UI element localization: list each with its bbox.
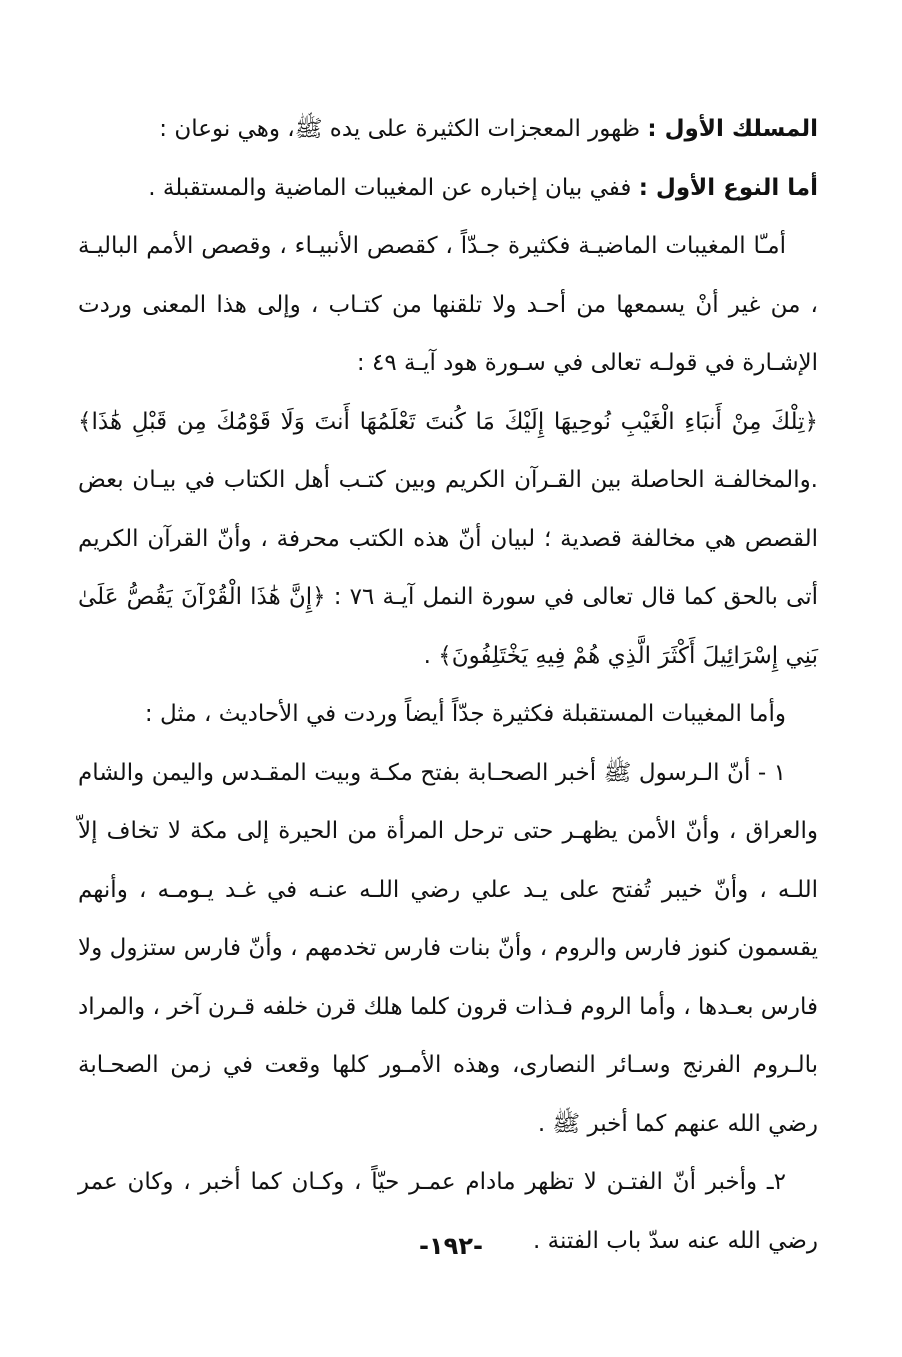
list-item-text: ١ - أنّ الـرسول ﷺ أخبر الصحـابة بفتح مكـة وبيت المقـدس واليمن والشام والعراق ، وأنّ الأمن يظهـر حتى ترحل المرأة من الحيرة إلى مكة لا تخاف إلاّ اللـه ، وأنّ خيبر تُفتح على يـد علي رضي اللـه عنـه في غـد يـومـه ، وأنهم يقسمون كنوز فارس والروم ، وأنّ بنات فارس تخدمهم ، وأنّ فارس ستزول ولا فارس بعـدها ، وأما الروم فـذات قرون كلما هلك قرن خلفه قـرن آخر ، والمراد بالـروم الفرنج وسـائر النصارى، وهذه الأمـور كلها وقعت في زمن الصحـابة رضي الله عنهم كما أخبر ﷺ . [78,759,818,1137]
section-heading-first-type: أما النوع الأول : [638,174,818,201]
paragraph-text: ظهور المعجزات الكثيرة على يده ﷺ، وهي نوعان : [159,116,648,142]
paragraph-first-path [78,100,818,159]
quran-verse-naml-76: ﴿إِنَّ هَٰذَا الْقُرْآنَ يَقُصُّ عَلَىٰ بَنِي إِسْرَائِيلَ أَكْثَرَ الَّذِي هُمْ فِيهِ يَخْتَلِفُونَ﴾ [78,584,818,669]
paragraph-first-type [78,159,818,218]
paragraph-text: أمـّا المغيبات الماضيـة فكثيرة جـدّاً ، كقصص الأنبيـاء ، وقصص الأمم الباليـة ، من غير أنْ يسمعها من أحـد ولا تلقنها من كتـاب ، وإلى هذا المعنى وردت الإشـارة في قولـه تعالى في سـورة هود آيـة ٤٩ : [78,233,818,376]
page-body [78,100,818,1270]
paragraph-text: . [423,642,439,669]
paragraph-text: وأما المغيبات المستقبلة فكثيرة جدّاً أيضاً وردت في الأحاديث ، مثل : [144,701,786,727]
paragraph-past-unseen [78,217,818,393]
paragraph-quran-citations [78,393,818,686]
paragraph-text: .والمخالفـة الحاصلة بين القـرآن الكريم وبين كتـب أهل الكتاب في بيـان بعض القصص هي مخالفة قصدية ؛ لبيان أنّ هذه الكتب محرفة ، وأنّ القرآن الكريم أتى بالحق كما قال تعالى في سورة النمل آيـة ٧٦ : [78,467,818,610]
paragraph-future-unseen [78,685,818,744]
paragraph-text: ففي بيان إخباره عن المغيبات الماضية والمستقبلة . [148,174,639,201]
quran-verse-hud-49: ﴿تِلْكَ مِنْ أَنبَاءِ الْغَيْبِ نُوحِيهَا إِلَيْكَ مَا كُنتَ تَعْلَمُهَا أَنتَ وَلَا قَوْمُكَ مِن قَبْلِ هَٰذَا﴾ [78,408,818,435]
list-item-text: ٢ـ وأخبر أنّ الفتـن لا تظهر مادام عمـر حيّاً ، وكـان كما أخبر ، وكان عمر رضي الله عنه سدّ باب الفتنة . [78,1169,818,1254]
section-heading-first-path: المسلك الأول : [647,116,818,142]
page-number: -١٩٢- [419,1232,483,1260]
list-item-1 [78,744,818,1154]
